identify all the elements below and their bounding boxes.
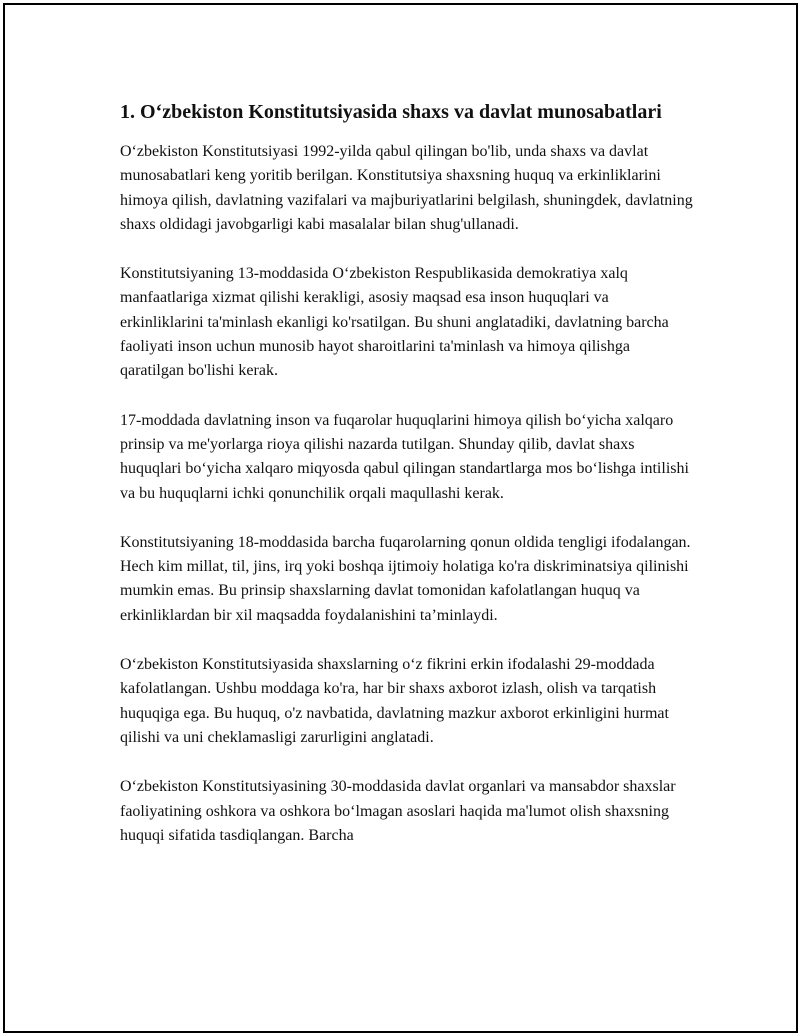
paragraph-2: Konstitutsiyaning 13-moddasida O‘zbekiston Respublikasida demokratiya xalq manfaatlariga xizmat qilishi kerakligi, asosiy maqsad esa inson huquqlari va erkinliklarini ta'minlash ekanligi ko'rsatilgan. Bu shuni anglatadiki, davlatning barcha faoliyati inson uchun munosib hayot sharoitlarini ta'minlash va himoya qilishga qaratilgan bo'lishi kerak. — [120, 265, 669, 380]
paragraph-3: 17-moddada davlatning inson va fuqarolar huquqlarini himoya qilish bo‘yicha xalqaro prinsip va me'yorlarga rioya qilishi nazarda tutilgan. Shunday qilib, davlat shaxs huquqlari bo‘yicha xalqaro miqyosda qabul qilingan standartlarga mos bo‘lishga intilishi va bu huquqlarni ichki qonunchilik orqali maqullashi kerak. — [120, 411, 689, 502]
paragraph-6: O‘zbekiston Konstitutsiyasining 30-moddasida davlat organlari va mansabdor shaxslar faoliyatining oshkora va oshkora bo‘lmagan asoslari haqida ma'lumot olish shaxsning huquqi sifatida tasdiqlangan. Barcha — [120, 778, 676, 844]
paragraph-5: O‘zbekiston Konstitutsiyasida shaxslarning o‘z fikrini erkin ifodalashi 29-moddada kafolatlangan. Ushbu moddaga ko'ra, har bir shaxs axborot izlash, olish va tarqatish huquqiga ega. Bu huquq, o'z navbatida, davlatning mazkur axborot erkinligini hurmat qilishi va uni cheklamasligi zarurligini anglatadi. — [120, 656, 669, 746]
page-frame — [3, 3, 798, 1033]
paragraph-1: O‘zbekiston Konstitutsiyasi 1992-yilda qabul qilingan bo'lib, unda shaxs va davlat munosabatlari keng yoritib berilgan. Konstitutsiya shaxsning huquq va erkinliklarini himoya qilish, davlatning vazifalari va majburiyatlarini belgilash, shuningdek, davlatning shaxs oldidagi javobgarligi kabi masalalar bilan shug'ullanadi. — [120, 143, 693, 233]
document-body — [120, 98, 695, 873]
paragraph-4: Konstitutsiyaning 18-moddasida barcha fuqarolarning qonun oldida tengligi ifodalangan. Hech kim millat, til, jins, irq yoki boshqa ijtimoiy holatiga ko'ra diskriminatsiya qilinishi mumkin emas. Bu prinsip shaxslarning davlat tomonidan kafolatlangan huquq va erkinliklardan bir xil maqsadda foydalanishini ta’minlaydi. — [120, 533, 691, 624]
section-heading: 1. O‘zbekiston Konstitutsiyasida shaxs va davlat munosabatlari — [120, 101, 662, 123]
